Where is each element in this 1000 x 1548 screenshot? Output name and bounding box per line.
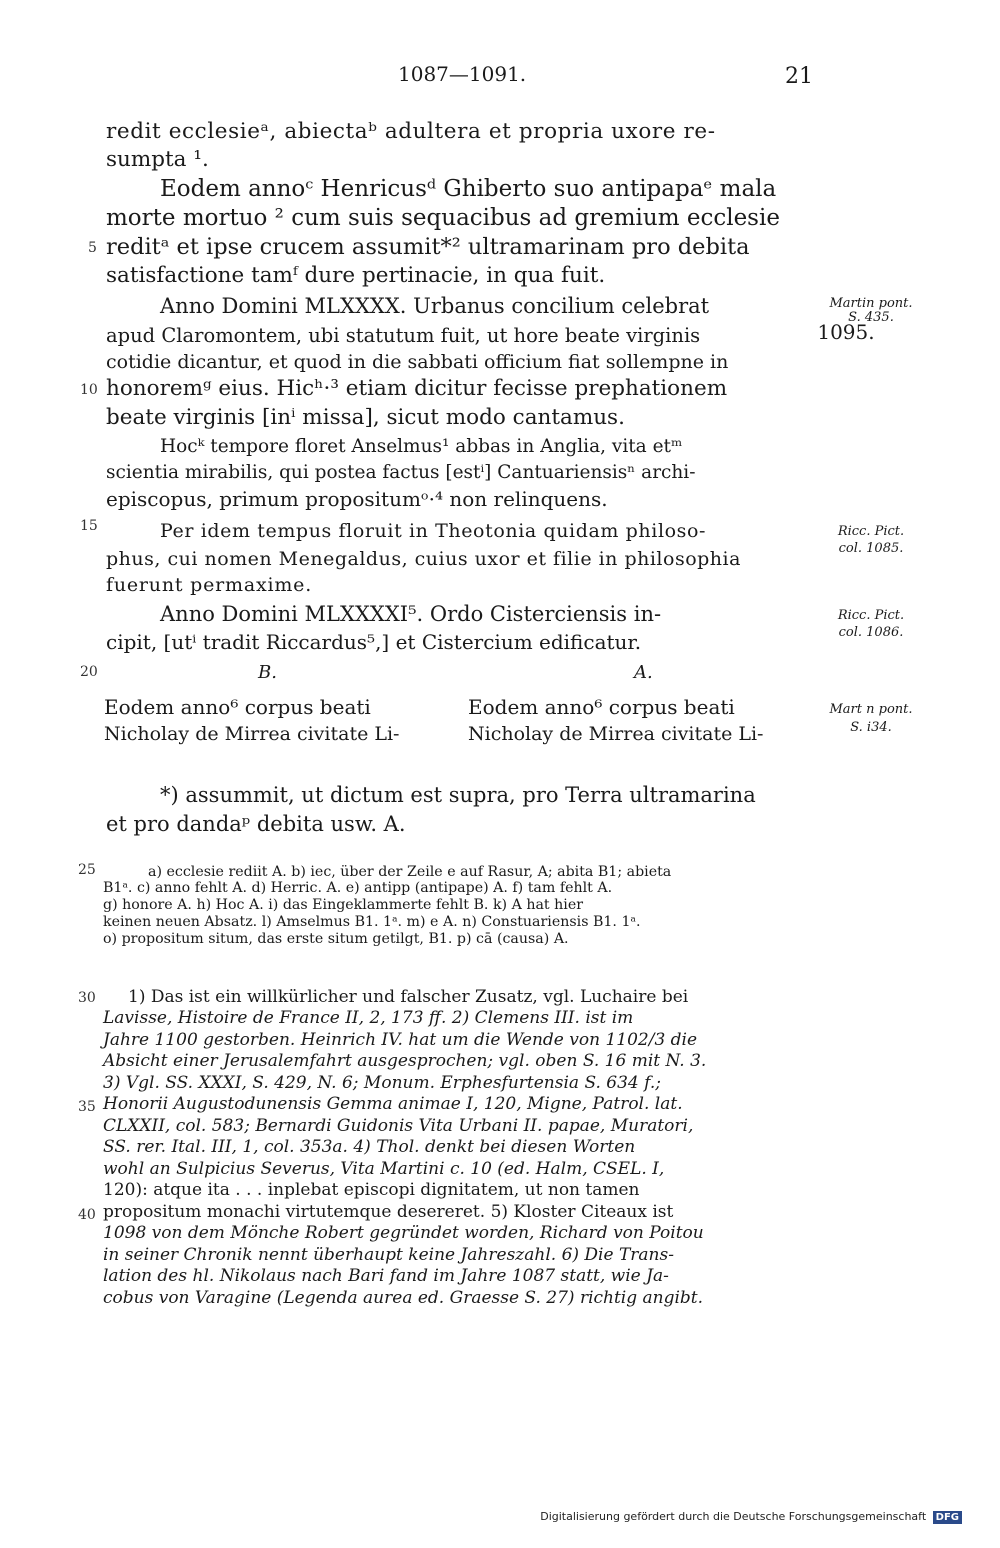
note-line: Absicht einer Jerusalemfahrt ausgesprochen; vgl. oben S. 16 mit N. 3.	[103, 1051, 707, 1071]
line-number: 15	[80, 518, 98, 534]
margin-source: Ricc. Pict.	[837, 524, 905, 539]
column-b-line: Nicholay de Mirrea civitate Li-	[104, 723, 400, 745]
margin-source: Martin pont.	[829, 296, 913, 311]
text-line: beate virginis [inⁱ missa], sicut modo cantamus.	[106, 405, 625, 430]
note-line: in seiner Chronik nennt überhaupt keine Jahreszahl. 6) Die Trans-	[103, 1245, 674, 1265]
digitization-footer	[540, 1510, 962, 1524]
text-line: Anno Domini MLXXXX. Urbanus concilium celebrat	[160, 294, 710, 318]
text-line: fuerunt permaxime.	[106, 574, 313, 596]
column-a-line: Eodem anno⁶ corpus beati	[468, 695, 735, 719]
margin-source: Ricc. Pict.	[837, 608, 905, 623]
text-line: sumpta ¹.	[106, 147, 209, 172]
text-line: reditᵃ et ipse crucem assumit*² ultramarinam pro debita	[106, 234, 750, 260]
line-number: 10	[80, 382, 98, 398]
note-line: 1098 von dem Mönche Robert gegründet worden, Richard von Poitou	[103, 1223, 704, 1243]
margin-ref: S. 435.	[848, 310, 894, 325]
apparatus-line: keinen neuen Absatz. l) Amselmus B1. 1ᵃ. m) e A. n) Constuariensis B1. 1ᵃ.	[103, 914, 641, 930]
margin-ref: S. i34.	[850, 720, 892, 735]
note-line: Lavisse, Histoire de France II, 2, 173 ff. 2) Clemens III. ist im	[103, 1008, 634, 1028]
note-line: 1) Das ist ein willkürlicher und falscher Zusatz, vgl. Luchaire bei	[128, 987, 689, 1007]
note-line: 120): atque ita . . . inplebat episcopi dignitatem, ut non tamen	[103, 1180, 640, 1200]
text-line: apud Claromontem, ubi statutum fuit, ut hore beate virginis	[106, 324, 701, 347]
margin-source: Mart n pont.	[829, 702, 913, 717]
line-number: 5	[88, 240, 97, 256]
note-line: SS. rer. Ital. III, 1, col. 353a. 4) Thol. denkt bei diesen Worten	[103, 1137, 636, 1157]
line-number: 20	[80, 664, 98, 680]
apparatus-line: o) propositum situm, das erste situm getilgt, B1. p) cā (causa) A.	[103, 931, 569, 947]
text-line: Hocᵏ tempore floret Anselmus¹ abbas in Anglia, vita etᵐ	[160, 436, 683, 457]
text-line: morte mortuo ² cum suis sequacibus ad gremium ecclesie	[106, 205, 780, 231]
text-line: redit ecclesieᵃ, abiectaᵇ adultera et propria uxore re-	[106, 119, 716, 144]
text-line: episcopus, primum propositumᵒ·⁴ non relinquens.	[106, 487, 608, 511]
line-number: 25	[78, 862, 96, 878]
apparatus-line: g) honore A. h) Hoc A. i) das Eingeklammerte fehlt B. k) A hat hier	[103, 897, 583, 913]
text-line: Anno Domini MLXXXXI⁵. Ordo Cisterciensis in-	[160, 602, 662, 626]
column-a-line: Nicholay de Mirrea civitate Li-	[468, 723, 764, 745]
note-line: cobus von Varagine (Legenda aurea ed. Graesse S. 27) richtig angibt.	[103, 1288, 704, 1308]
note-line: Honorii Augustodunensis Gemma animae I, 120, Migne, Patrol. lat.	[103, 1094, 683, 1114]
asterisk-note-line: *) assummit, ut dictum est supra, pro Terra ultramarina	[160, 783, 756, 807]
text-line: phus, cui nomen Menegaldus, cuius uxor et filie in philosophia	[106, 548, 741, 570]
note-line: wohl an Sulpicius Severus, Vita Martini c. 10 (ed. Halm, CSEL. I,	[103, 1159, 665, 1179]
text-line: Eodem annoᶜ Henricusᵈ Ghiberto suo antipapaᵉ mala	[160, 176, 777, 202]
text-line: cotidie dicantur, et quod in die sabbati officium fiat sollempne in	[106, 351, 729, 373]
text-line: honoremᵍ eius. Hicʰ·³ etiam dicitur fecisse prephationem	[106, 376, 728, 401]
margin-ref: col. 1086.	[838, 625, 904, 640]
note-line: Jahre 1100 gestorben. Heinrich IV. hat um die Wende von 1102/3 die	[103, 1030, 698, 1050]
line-number: 40	[78, 1207, 96, 1223]
note-line: CLXXII, col. 583; Bernardi Guidonis Vita Urbani II. papae, Muratori,	[103, 1116, 694, 1136]
footer-text: Digitalisierung gefördert durch die Deutsche Forschungsgemeinschaft	[540, 1510, 927, 1523]
apparatus-line: B1ᵃ. c) anno fehlt A. d) Herric. A. e) antipp (antipape) A. f) tam fehlt A.	[103, 880, 613, 896]
asterisk-note-line: et pro dandaᵖ debita usw. A.	[106, 812, 406, 836]
line-number: 35	[78, 1099, 96, 1115]
note-line: 3) Vgl. SS. XXXI, S. 429, N. 6; Monum. Erphesfurtensia S. 634 f.;	[103, 1073, 661, 1093]
running-head-years: 1087—1091.	[398, 62, 527, 86]
dfg-logo-icon: DFG	[933, 1511, 962, 1524]
text-line: cipit, [utⁱ tradit Riccardus⁵,] et Cistercium edificatur.	[106, 630, 642, 654]
note-line: propositum monachi virtutemque desereret. 5) Kloster Citeaux ist	[103, 1202, 674, 1222]
line-number: 30	[78, 990, 96, 1006]
text-line: Per idem tempus floruit in Theotonia quidam philoso-	[160, 520, 707, 542]
apparatus-line: a) ecclesie rediit A. b) iec, über der Zeile e auf Rasur, A; abita B1; abieta	[148, 864, 672, 880]
column-b-line: Eodem anno⁶ corpus beati	[104, 695, 371, 719]
margin-year: 1095.	[817, 320, 875, 344]
column-head-b: B.	[258, 662, 277, 683]
text-line: satisfactione tamᶠ dure pertinacie, in qua fuit.	[106, 263, 606, 288]
note-line: lation des hl. Nikolaus nach Bari fand im Jahre 1087 statt, wie Ja-	[103, 1266, 669, 1286]
text-line: scientia mirabilis, qui postea factus [estⁱ] Cantuariensisⁿ archi-	[106, 462, 696, 483]
page-number: 21	[785, 64, 813, 89]
column-head-a: A.	[634, 662, 653, 683]
margin-ref: col. 1085.	[838, 541, 904, 556]
